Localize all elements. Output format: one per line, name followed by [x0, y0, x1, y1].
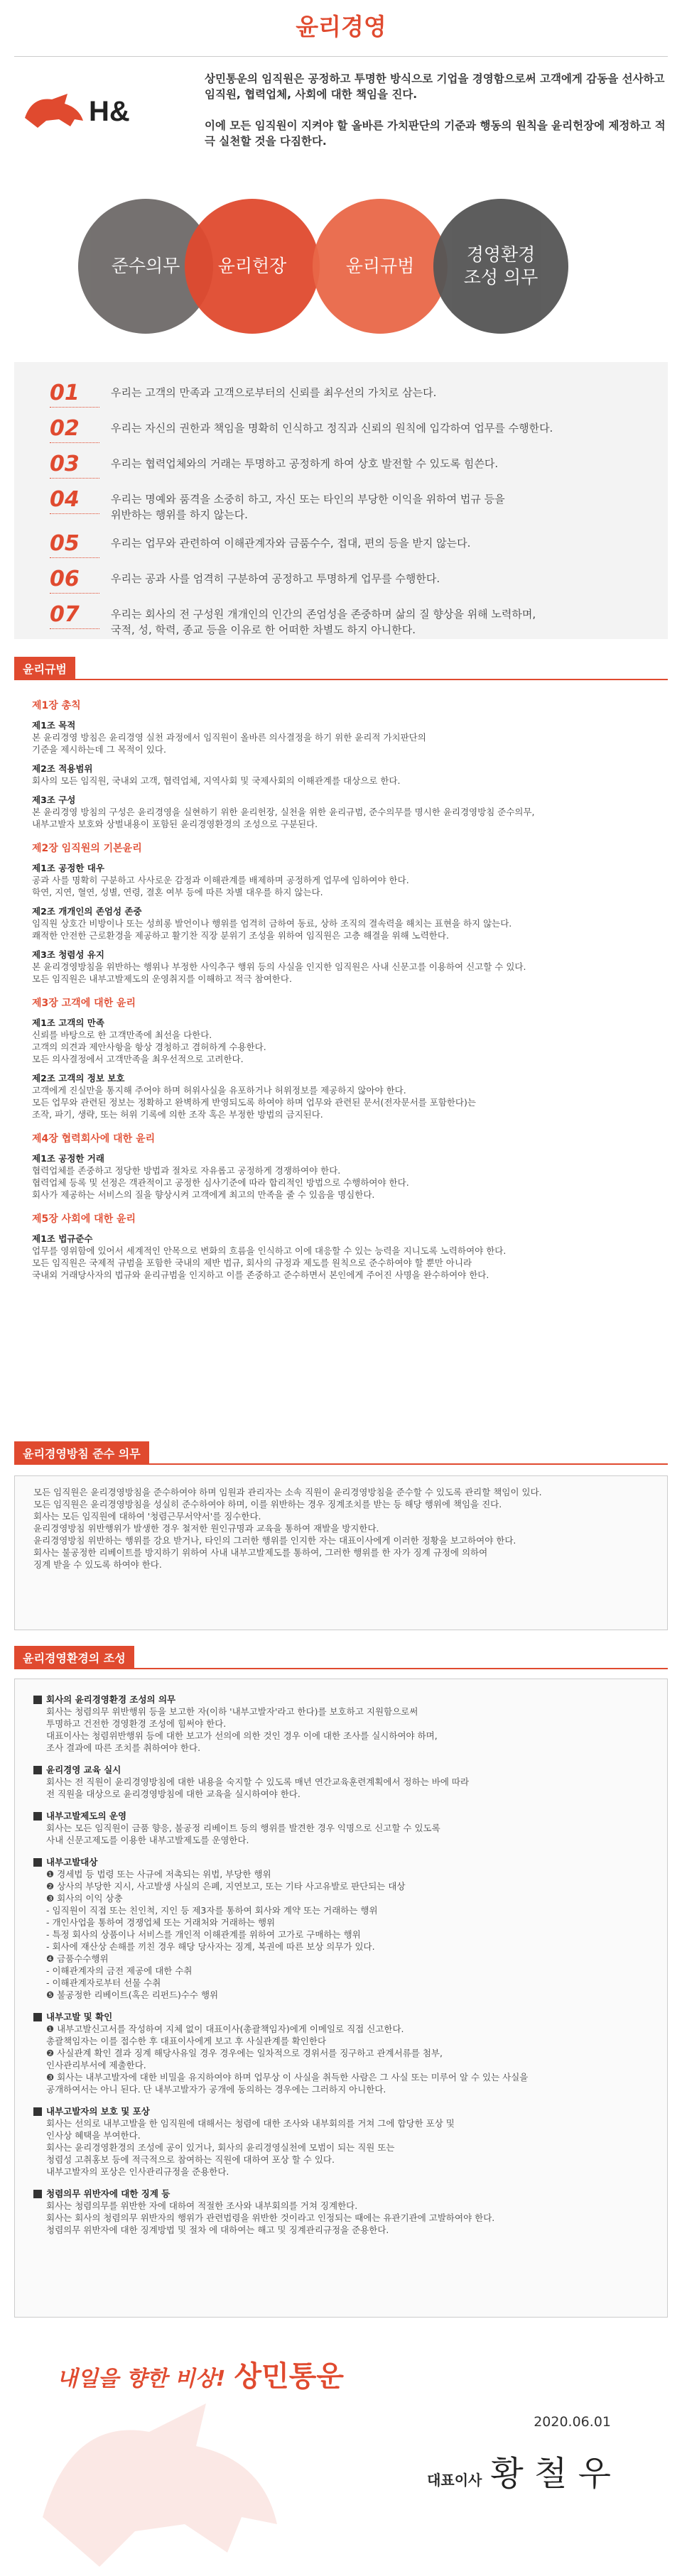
circle-ethics-code: 윤리규범: [313, 199, 448, 334]
article-body: 회사의 모든 임직원, 국내외 고객, 협력업체, 지역사회 및 국제사회의 이해관계를 대상으로 한다.: [32, 775, 401, 786]
bullet-square-icon: [33, 1858, 42, 1867]
value-number: 04: [50, 489, 99, 514]
environment-box: [14, 1679, 668, 2318]
intro-paragraph-1: 상민통운의 임직원은 공정하고 투명한 방식으로 기업을 경영함으로써 고객에게 감동을 선사하고 임직원, 협력업체, 사회에 대한 책임을 진다.: [205, 72, 665, 101]
value-item: [50, 382, 668, 408]
logo-text: H&: [89, 96, 130, 127]
compliance-label: 윤리경영방침 준수 의무: [14, 1441, 149, 1465]
intro-paragraph-2: 이에 모든 임직원이 지켜야 할 올바른 가치판단의 기준과 행동의 원칙을 윤리헌장에 제정하고 적극 실천할 것을 다짐한다.: [205, 119, 666, 148]
page-title: 윤리경영: [296, 13, 386, 40]
value-item: [50, 417, 668, 443]
ceo-signature-block: [427, 2446, 611, 2495]
value-number: 02: [50, 417, 99, 443]
article-title: 제2조 고객의 정보 보호: [32, 1073, 125, 1084]
rules-label: 윤리규범: [14, 657, 75, 680]
environment-header: [14, 1646, 668, 1669]
environment-item-body: 회사는 전 직원이 윤리경영방침에 대한 내용을 숙지할 수 있도록 매년 연간교육훈련계획에서 정하는 바에 따라 전 직원을 대상으로 윤리경영방침에 대한 교육을 실시하여야 한다.: [46, 1777, 470, 1799]
environment-item-body: ❶ 내부고발신고서를 작성하여 지체 없이 대표이사(총괄책임자)에게 이메일로 직접 신고한다. 총괄책임자는 이를 접수한 후 대표이사에게 보고 후 사실관계를 확인한다 ❷ 사실관계 확인 결과 징계 해당사유일 경우 경우에는 일차적으로 경위서를 징구하고 관계서류를 첨부, 인사관리부서에 제출한다. ❸ 회사는 내부고발자에 대한 비밀을 유지하여야 하며 업무상 이 사실을 취득한 사람은 그 사실 또는 미루어 알 수 있는 사실을 공개하여서는 아니 된다. 단 내부고발자가 공개에 동의하는 경우에는 그러하지 아니한다.: [46, 2024, 529, 2095]
article-body: 본 윤리경영 방침의 구성은 윤리경영을 실현하기 위한 윤리헌장, 실천을 위한 윤리규범, 준수의무를 명시한 윤리경영방침 준수의무, 내부고발자 보호와 상벌내용이 포함된 윤리경영환경의 조성으로 구분된다.: [32, 807, 535, 829]
bull-watermark-icon: [28, 2375, 298, 2574]
value-item: [50, 489, 668, 523]
article-title: 제2조 개개인의 존엄성 존중: [32, 906, 142, 917]
article-body: 본 윤리경영방침을 위반하는 행위나 부정한 사익추구 행위 등의 사실을 인지한 임직원은 사내 신문고를 이용하여 신고할 수 있다. 모든 임직원은 내부고발제도의 운영취지를 이해하고 적극 참여한다.: [32, 961, 526, 984]
value-number: 01: [50, 382, 99, 408]
value-text: 우리는 고객의 만족과 고객으로부터의 신뢰를 최우선의 가치로 삼는다.: [111, 386, 437, 399]
environment-item-title: [33, 1764, 649, 1776]
environment-item-title-text: 윤리경영 교육 실시: [46, 1764, 121, 1775]
environment-item-title-text: 청렴의무 위반자에 대한 징계 등: [46, 2188, 170, 2199]
bullet-square-icon: [33, 2013, 42, 2021]
environment-item-body: 회사는 청렴의무 위반행위 등을 보고한 자(이하 '내부고발자'라고 한다)를 보호하고 지원함으로써 투명하고 건전한 경영환경 조성에 힘써야 한다. 대표이사는 청렴위반행위 등에 대한 보고가 선의에 의한 것인 경우 이에 대한 조사를 실시하여야 하며, 조사 결과에 따른 조치를 취하여야 한다.: [46, 1706, 438, 1753]
environment-item-title: [33, 2105, 649, 2117]
compliance-box: [14, 1475, 668, 1630]
chapter-title: 제4장 협력회사에 대한 윤리: [32, 1133, 156, 1145]
declaration-date: 2020.06.01: [534, 2414, 611, 2430]
article-title: 제1조 공정한 거래: [32, 1153, 104, 1164]
environment-item-title: [33, 1856, 649, 1868]
article-body: 임직원 상호간 비방이나 또는 성희롱 발언이나 행위를 엄격히 금하여 동료, 상하 조직의 결속력을 해치는 표현을 하지 않는다. 쾌적한 안전한 근로환경을 제공하고 활기찬 직장 분위기 조성을 위하여 임직원은 고층 해결을 위해 노력한다.: [32, 918, 512, 941]
value-item: [50, 568, 668, 594]
title-divider: [14, 56, 668, 57]
value-text: 우리는 자신의 권한과 책임을 명확히 인식하고 정직과 신뢰의 원칙에 입각하여 업무를 수행한다.: [111, 422, 553, 435]
environment-item: [33, 2188, 649, 2236]
article-title: 제3조 청렴성 유지: [32, 949, 104, 960]
article-title: 제3조 구성: [32, 795, 76, 805]
environment-item-body: ❶ 경세법 등 법령 또는 사규에 저촉되는 위법, 부당한 행위 ❷ 상사의 부당한 지시, 사고발생 사실의 은폐, 지연보고, 또는 기타 사고유발로 판단되는 대상 ❸ 회사의 이익 상충 - 임직원이 직접 또는 친인척, 지인 등 제3자를 통하여 회사와 계약 또는 거래하는 행위 - 개인사업을 통하여 경쟁업체 또는 거래처와 거래하는 행위 - 특정 회사의 상품이나 서비스를 개인적 이해관계를 위하여 고가로 구매하는 행위 - 회사에 재산상 손해를 끼친 경우 해당 당사자는 징계, 복권에 따른 보상 의무가 있다. ❹ 금품수수행위 - 이해관계자의 금전 제공에 대한 수취 - 이해관계자로부터 선물 수취 ❺ 불공정한 리베이트(혹은 리펀드)수수 행위: [46, 1869, 406, 2000]
article-title: 제1조 목적: [32, 720, 76, 731]
slogan-text: 내일을 향한 비상!: [57, 2367, 226, 2391]
rules-section: [32, 687, 657, 1281]
ethics-circles: [71, 185, 611, 334]
slogan: [57, 2354, 344, 2394]
company-logo: [18, 84, 181, 133]
environment-item-body: 회사는 청렴의무를 위반한 자에 대하여 적절한 조사와 내부회의를 거쳐 징계한다. 회사는 회사의 청렴의무 위반자의 행위가 관련법령을 위반한 것이라고 인정되는 때에는 유관기관에 고발하여야 한다. 청렴의무 위반자에 대한 징계방법 및 절차 에 대하여는 해고 및 징계관리규정을 준용한다.: [46, 2200, 495, 2235]
chapter-title: 제1장 총칙: [32, 700, 81, 711]
bullet-square-icon: [33, 2190, 42, 2198]
company-name: 상민통운: [234, 2360, 344, 2393]
ceo-signature: 황 철 우: [490, 2454, 611, 2494]
compliance-header: [14, 1441, 668, 1465]
environment-item-title-text: 회사의 윤리경영환경 조성의 의무: [46, 1694, 176, 1705]
values-list: [14, 362, 668, 639]
circle-ethics-charter: 윤리헌장: [185, 199, 320, 334]
article-title: 제1조 법규준수: [32, 1233, 93, 1244]
article-body: 업무를 영위함에 있어서 세계적인 안목으로 변화의 흐름을 인식하고 이에 대응할 수 있는 능력을 지니도록 노력하여야 한다. 모든 임직원은 국제적 규범을 포함한 국내의 제반 법규, 회사의 규정과 제도를 원칙으로 준수하여야 할 뿐만 아니라 국내외 거래당사자의 법규와 윤리규범을 인지하고 이를 존중하고 준수하면서 본인에게 주어진 사명을 완수하여야 한다.: [32, 1245, 507, 1280]
article-body: 본 윤리경영 방침은 윤리경영 실천 과정에서 임직원이 올바른 의사결정을 하기 위한 윤리적 가치판단의 기준을 제시하는데 그 목적이 있다.: [32, 732, 426, 755]
environment-item: [33, 1856, 649, 2001]
environment-item-body: 회사는 모든 임직원이 금품 향응, 불공정 리베이트 등의 행위를 발견한 경우 익명으로 신고할 수 있도록 사내 신문고제도를 이용한 내부고발제도를 운영한다.: [46, 1823, 440, 1845]
environment-item: [33, 1693, 649, 1754]
article-body: 신뢰를 바탕으로 한 고객만족에 최선을 다한다. 고객의 의견과 제안사항을 항상 경청하고 겸허하게 수용한다. 모든 의사결정에서 고객만족을 최우선적으로 고려한다.: [32, 1030, 266, 1064]
value-number: 05: [50, 533, 99, 558]
environment-item-title: [33, 1693, 649, 1705]
chapter-title: 제5장 사회에 대한 윤리: [32, 1213, 136, 1225]
value-text: 우리는 회사의 전 구성원 개개인의 인간의 존엄성을 존중하며 삶의 질 향상을 위해 노력하며, 국적, 성, 학력, 종교 등을 이유로 한 어떠한 차별도 하지 아니한다.: [111, 608, 536, 636]
article-title: 제1조 고객의 만족: [32, 1017, 104, 1028]
value-text: 우리는 업무와 관련하여 이해관계자와 금품수수, 접대, 편의 등을 받지 않는다.: [111, 537, 471, 550]
environment-item: [33, 1764, 649, 1800]
environment-item: [33, 2011, 649, 2095]
value-item: [50, 533, 668, 558]
article-title: 제2조 적용범위: [32, 763, 93, 774]
ceo-title: 대표이사: [427, 2472, 482, 2489]
value-text: 우리는 명예와 품격을 소중히 하고, 자신 또는 타인의 부당한 이익을 위하여 법규 등을 위반하는 행위를 하지 않는다.: [111, 493, 505, 521]
bullet-square-icon: [33, 1696, 42, 1704]
environment-item: [33, 2105, 649, 2178]
environment-item-title: [33, 1810, 649, 1822]
value-number: 06: [50, 568, 99, 594]
article-body: 공과 사를 명확히 구분하고 사사로운 감정과 이해관계를 배제하며 공정하게 업무에 임하여야 한다. 학연, 지연, 혈연, 성별, 연령, 결혼 여부 등에 따른 차별 대우를 하지 않는다.: [32, 875, 409, 897]
value-number: 07: [50, 604, 99, 629]
environment-item-body: 회사는 선의로 내부고발을 한 임직원에 대해서는 청렴에 대한 조사와 내부회의를 거쳐 그에 합당한 포상 및 인사상 혜택을 부여한다. 회사는 윤리경영환경의 조성에 공이 있거나, 회사의 윤리경영실천에 모범이 되는 직원 또는 청렴성 고취홍보 등에 적극적으로 참여하는 직원에 대하여 포상 할 수 있다. 내부고발자의 포상은 인사관리규정을 준용한다.: [46, 2118, 455, 2177]
bullet-square-icon: [33, 2107, 42, 2116]
footer: [14, 2347, 668, 2574]
value-item: [50, 604, 668, 638]
rules-header: [14, 657, 668, 680]
environment-item-title-text: 내부고발제도의 운영: [46, 1811, 127, 1821]
intro-text: [205, 71, 668, 165]
environment-item-title: [33, 2011, 649, 2023]
environment-item-title-text: 내부고발 및 확인: [46, 2012, 113, 2022]
compliance-body: 모든 임직원은 윤리경영방침을 준수하여야 하며 임원과 관리자는 소속 직원이 윤리경영방침을 준수할 수 있도록 관리할 책임이 있다. 모든 임직원은 윤리경영방침을 성실히 준수하여야 하며, 이를 위반하는 경우 징계조치를 받는 등 해당 행위에 책임을 진다. 회사는 모든 임직원에 대하여 '청렴근무서약서'를 징수한다. 윤리경영방침 위반행위가 발생한 경우 철저한 원인규명과 교육을 통하여 재발을 방지한다. 윤리경영방침 위반하는 행위를 강요 받거나, 타인의 그러한 행위를 인지한 자는 대표이사에게 이러한 정황을 보고하여야 한다. 회사는 불공정한 리베이트를 방지하기 위하여 사내 내부고발제도를 통하여, 그러한 행위를 한 자가 징계 규정에 의하여 징계 받을 수 있도록 하여야 한다.: [33, 1487, 542, 1570]
bullet-square-icon: [33, 1766, 42, 1774]
environment-label: 윤리경영환경의 조성: [14, 1646, 134, 1669]
circle-environment-duty: 경영환경 조성 의무: [433, 199, 568, 334]
bullet-square-icon: [33, 1812, 42, 1821]
chapter-title: 제3장 고객에 대한 윤리: [32, 998, 136, 1009]
environment-item-title-text: 내부고발자의 보호 및 포상: [46, 2106, 150, 2117]
environment-item-title: [33, 2188, 649, 2200]
environment-item: [33, 1810, 649, 1846]
value-text: 우리는 공과 사를 엄격히 구분하여 공정하고 투명하게 업무를 수행한다.: [111, 572, 440, 585]
article-body: 협력업체를 존중하고 정당한 방법과 절차로 자유롭고 공정하게 경쟁하여야 한다. 협력업체 등록 및 선정은 객관적이고 공정한 심사기준에 따라 합리적인 방법으로 수행하여야 한다. 회사가 제공하는 서비스의 질을 향상시켜 고객에게 최고의 만족을 줄 수 있음을 명심한다.: [32, 1165, 409, 1200]
article-title: 제1조 공정한 대우: [32, 863, 104, 873]
chapter-title: 제2장 임직원의 기본윤리: [32, 843, 142, 854]
circle-compliance-duty: 준수의무: [78, 199, 213, 334]
environment-item-title-text: 내부고발대상: [46, 1857, 98, 1867]
value-number: 03: [50, 453, 99, 479]
value-item: [50, 453, 668, 479]
article-body: 고객에게 진실만을 통지해 주어야 하며 허위사실을 유포하거나 허위정보를 제공하지 않아야 한다. 모든 업무와 관련된 정보는 정확하고 완벽하게 반영되도록 하여야 하며 업무와 관련된 문서(전자문서를 포함한다)는 조작, 파기, 생략, 또는 허위 기록에 의한 조작 혹은 부정한 방법의 금지된다.: [32, 1085, 476, 1120]
value-text: 우리는 협력업체와의 거래는 투명하고 공정하게 하여 상호 발전할 수 있도록 힘쓴다.: [111, 457, 499, 470]
